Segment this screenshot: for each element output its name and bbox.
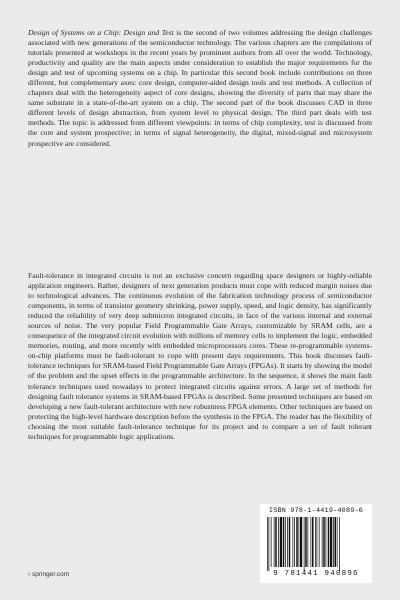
isbn-label: ISBN 978-1-4419-4089-6	[268, 507, 364, 515]
barcode-bar	[319, 517, 320, 567]
barcode-bar	[269, 517, 270, 571]
barcode-bar	[311, 517, 312, 567]
description-paragraph-1	[28, 28, 372, 149]
barcode-bar	[339, 517, 340, 571]
springer-link[interactable]: › springer.com	[28, 571, 70, 578]
barcode-bar	[285, 517, 286, 567]
barcode-bar	[267, 517, 268, 571]
barcode-bar	[283, 517, 285, 567]
barcode-bar	[271, 517, 272, 567]
barcode-bar	[333, 517, 334, 567]
book-title: Design of Systems on a Chip: Design and Test	[28, 28, 174, 37]
barcode-bar	[315, 517, 316, 567]
barcode-bar	[280, 517, 282, 567]
barcode-bar	[300, 517, 302, 567]
barcode-bar	[335, 517, 337, 567]
description-intro: is the second of two volumes addressing the design challenges associated with new generations of the semiconductor technology. The various chapters are the compilations of tutorials presented at workshops in the recent years by prominent authors from all over the world. Technology, productivity and quality are the main aspects under consideration to establish the major requirements for the design and test of upcoming systems on a chip. In particular this second book include contributions on three different, but complementary axes: core design, computer-aided design tools and test methods. A collection of chapters deal with the heterogeneity aspect of core designs, showing the diversity of parts that may share the same substrate in a state-of-the-art system on a chip. The second part of the book discusses CAD in three different levels of design abstraction, from system level to physical design. The third part deals with test methods. The topic is addressed from different viewpoints: in terms of chip complexity, test is discussed from the core and system prospective; in terms of signal heterogeneity, the digital, mixed-signal and microsystem prospective are considered.	[28, 28, 372, 148]
barcode-bar	[312, 517, 314, 567]
barcode-bar	[308, 517, 309, 567]
barcode-bar	[296, 517, 298, 567]
barcode-image	[267, 517, 365, 571]
barcode-bar	[326, 517, 327, 567]
barcode-bar	[289, 517, 291, 567]
barcode-bar	[322, 517, 323, 567]
barcode-bar	[317, 517, 318, 567]
barcode-bar	[294, 517, 295, 567]
barcode-panel	[260, 504, 372, 583]
barcode-bar	[330, 517, 332, 567]
barcode-bar	[328, 517, 330, 567]
barcode-bar	[305, 517, 307, 567]
barcode-bar	[337, 517, 338, 567]
barcode-bar	[287, 517, 288, 567]
barcode-digits: 9 781441 940896	[273, 570, 359, 578]
barcode-bar	[278, 517, 279, 567]
barcode-bar	[299, 517, 300, 567]
description-paragraph-2: Fault-tolerance in integrated circuits is not an exclusive concern regarding space designers or highly-reliable application engineers. Rather, designers of next generation products must cope with reduced margin noises due to technological advances. The continuous evolution of the fabrication technology process of semiconductor components, in terms of transistor geometry shrinking, power supply, speed, and logic density, has significantly reduced the reliability of very deep submicron integrated circuits, in face of the various internal and external sources of noise. The very popular Field Programmable Gate Arrays, customizable by SRAM cells, are a consequence of the integrated circuit evolution with millions of memory cells to implement the logic, embedded memories, routing, and more recently with embedded microprocessors cores. These re-programmable systems-on-chip platforms must be fault-tolerant to cope with present days requirements. This book discusses fault-tolerance techniques for SRAM-based Field Programmable Gate Arrays (FPGAs). It starts by showing the model of the problem and the upset effects in the programmable architecture. In the sequence, it shows the main fault tolerance techniques used nowadays to protect integrated circuits against errors. A large set of methods for designing fault tolerance systems in SRAM-based FPGAs is described. Some presented techniques are based on developing a new fault-tolerant architecture with new robustness FPGA elements. Other techniques are based on protecting the high-level hardware description before the synthesis in the FPGA. The reader has the flexibility of choosing the most suitable fault-tolerance technique for its project and to compare a set of fault tolerant techniques for programmable logic applications.	[28, 271, 372, 441]
barcode-bar	[323, 517, 325, 567]
barcode-bar	[275, 517, 277, 567]
barcode-bar	[274, 517, 275, 567]
barcode-bar	[293, 517, 294, 567]
barcode-bar	[304, 517, 305, 571]
